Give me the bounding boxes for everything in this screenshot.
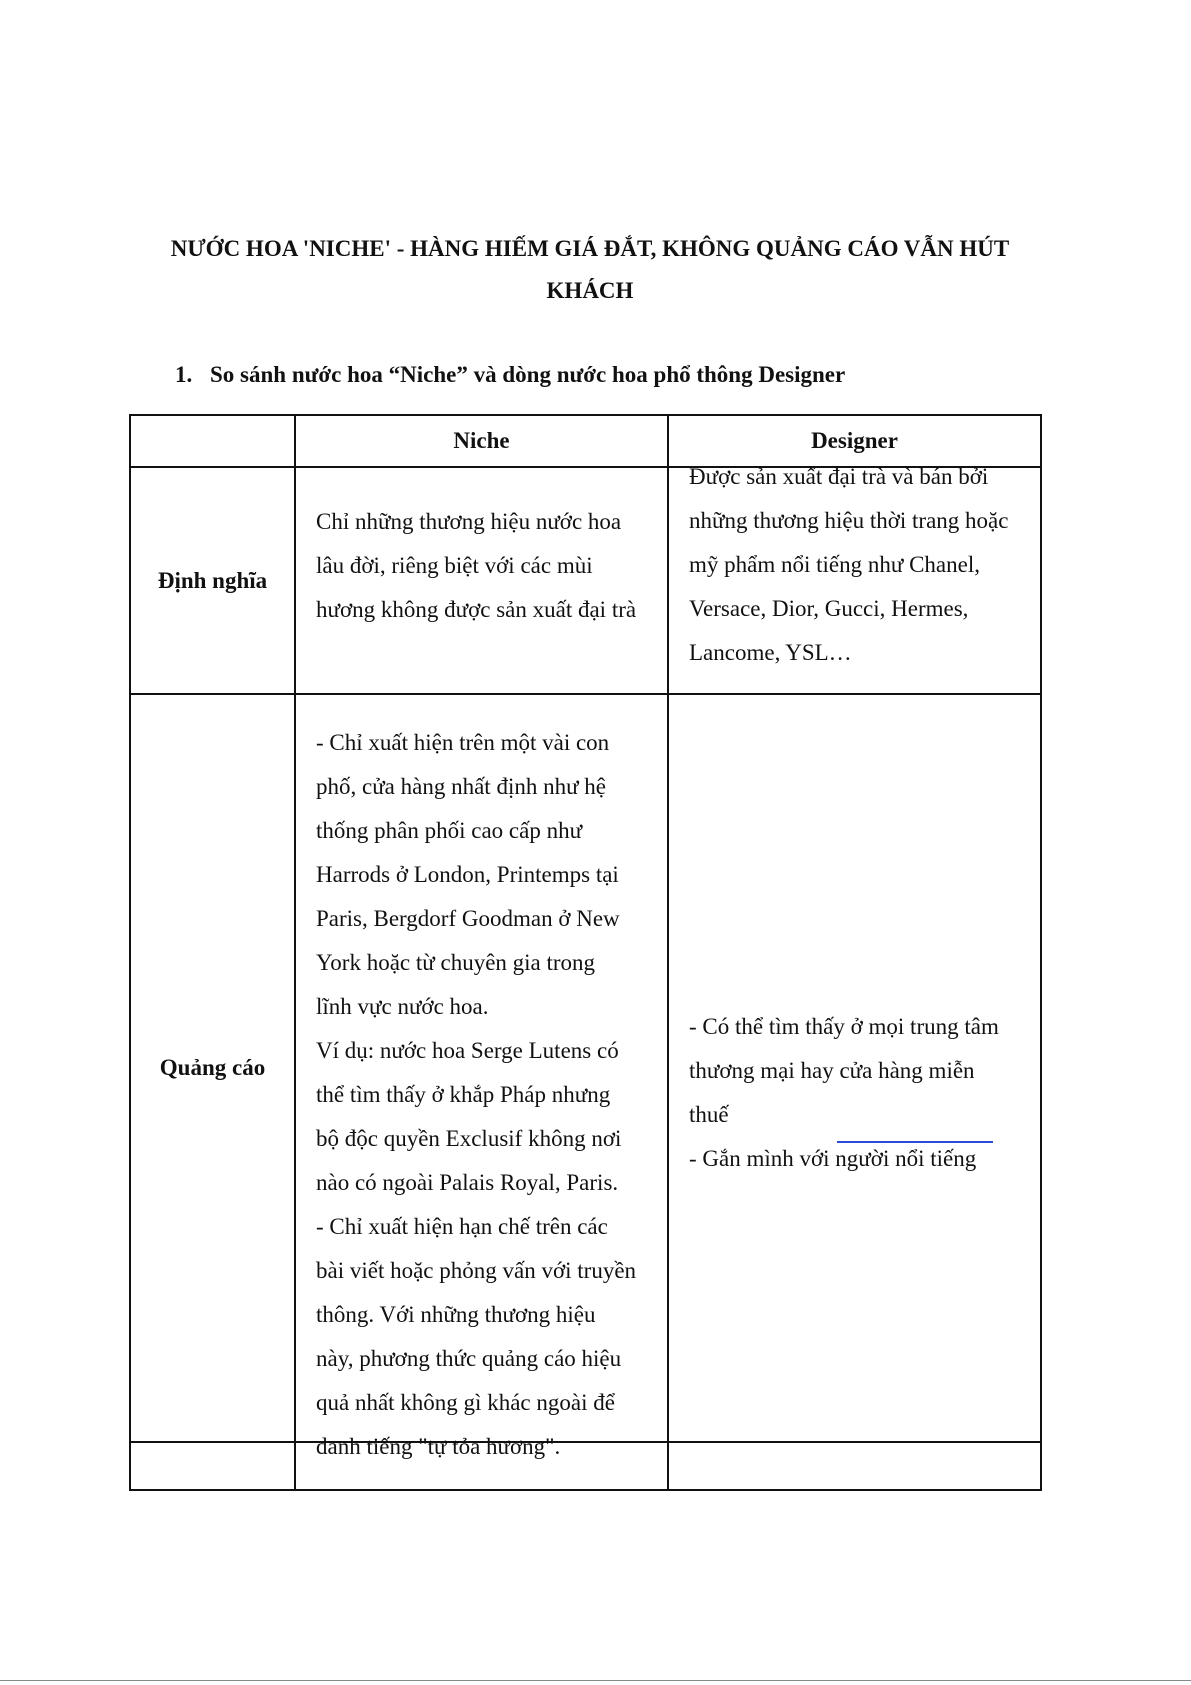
definition-niche-text: Chỉ những thương hiệu nước hoa lâu đời, riêng biệt với các mùi hương không được sản xuất đại trà (316, 509, 637, 622)
advertising-niche-text: - Chỉ xuất hiện trên một vài con phố, cửa hàng nhất định như hệ thống phân phối cao cấp như Harrods ở London, Printemps tại Paris, Bergdorf Goodman ở New York hoặc từ chuyên gia trong lĩnh vực nước hoa. Ví dụ: nước hoa Serge Lutens có thể tìm thấy ở khắp Pháp nhưng bộ độc quyền Exclusif không nơi nào có ngoài Palais Royal, Paris. - Chỉ xuất hiện hạn chế trên các bài viết hoặc phỏng vấn với truyền thông. Với những thương hiệu này, phương thức quảng cáo hiệu quả nhất không gì khác ngoài để danh tiếng "tự tỏa hương". (316, 730, 637, 1459)
advertising-designer-text: - Có thể tìm thấy ở mọi trung tâm thương mại hay cửa hàng miễn thuế - Gắn mình với người nổi tiếng (689, 1014, 999, 1171)
comparison-table (129, 414, 1042, 1491)
empty-row-designer (669, 1443, 1040, 1487)
empty-row-niche (296, 1443, 667, 1487)
section-heading (175, 360, 845, 390)
page-title: NƯỚC HOA 'NICHE' - HÀNG HIẾM GIÁ ĐẮT, KHÔNG QUẢNG CÁO VẪN HÚT KHÁCH (170, 236, 1010, 303)
table-header-designer: Designer (811, 428, 898, 453)
page-bottom-rule (0, 1680, 1191, 1681)
link-underline[interactable] (837, 1141, 993, 1143)
empty-row-label (131, 1443, 294, 1487)
row-label-advertising: Quảng cáo (159, 1055, 266, 1080)
table-header-niche: Niche (453, 428, 510, 453)
section-number: 1. (175, 362, 193, 387)
section-heading-text: So sánh nước hoa “Niche” và dòng nước hoa phổ thông Designer (210, 362, 846, 387)
row-label-definition: Định nghĩa (157, 567, 268, 593)
table-header-empty (131, 416, 294, 466)
definition-designer-text: Được sản xuất đại trà và bán bởi những thương hiệu thời trang hoặc mỹ phẩm nổi tiếng như Chanel, Versace, Dior, Gucci, Hermes, Lancome, YSL… (689, 464, 1009, 665)
